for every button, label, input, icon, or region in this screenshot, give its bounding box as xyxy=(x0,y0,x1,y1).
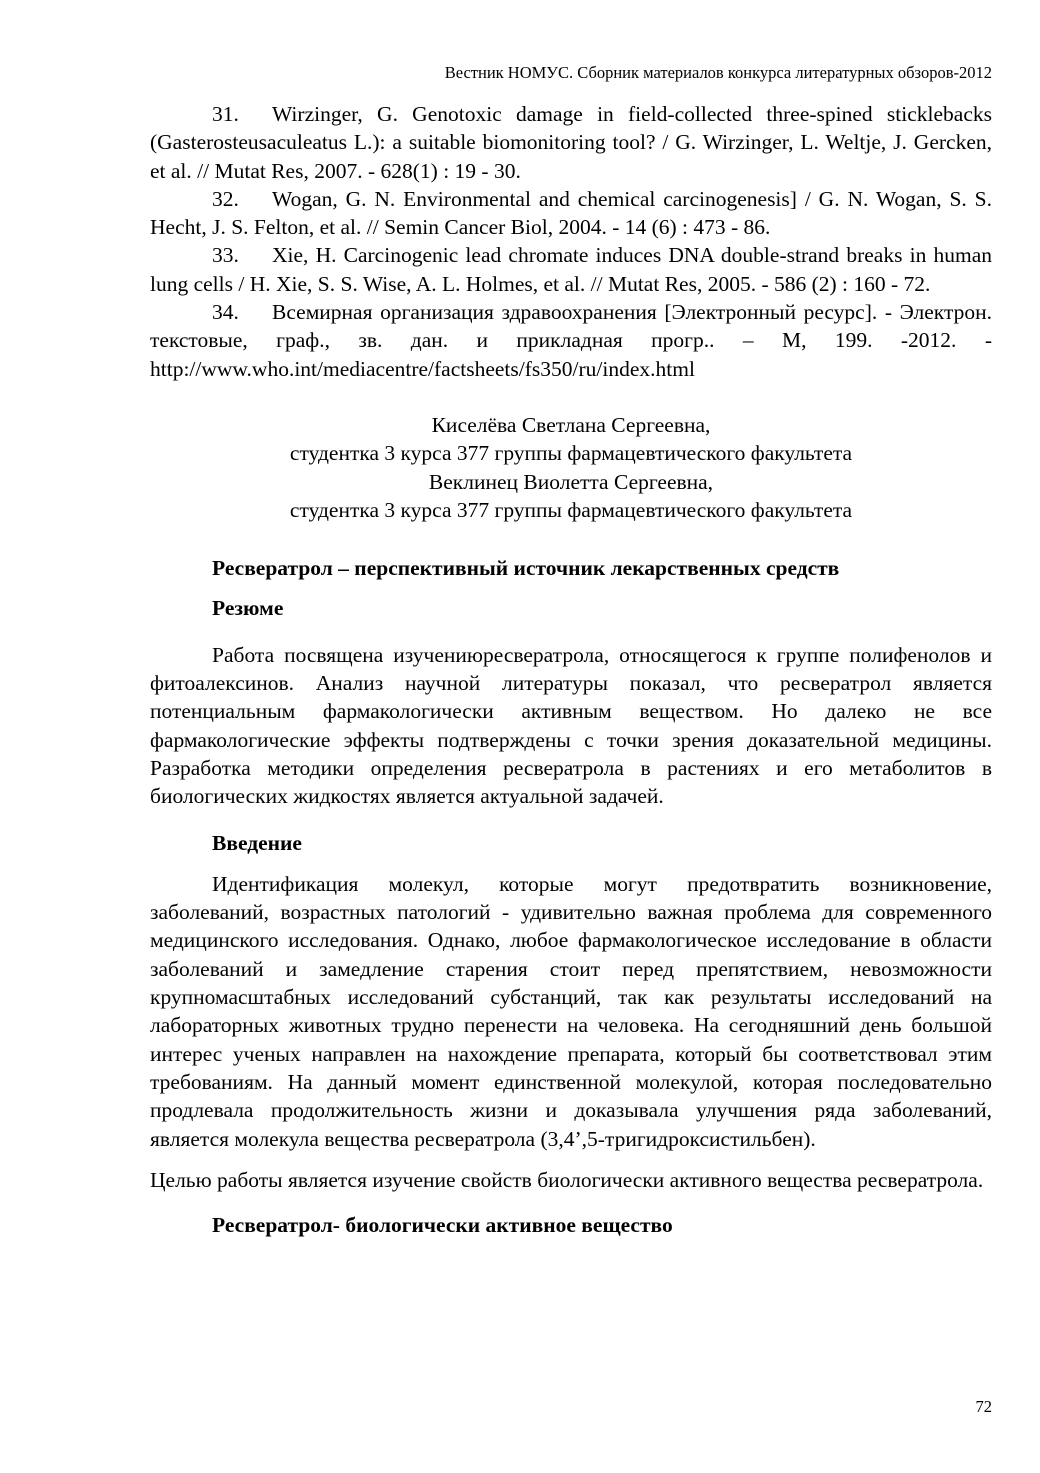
author-affiliation: студентка 3 курса 377 группы фармацевтического факультета xyxy=(289,441,853,466)
reference-number: 32. xyxy=(212,186,239,211)
intro-heading: Введение xyxy=(212,830,302,855)
reference-number: 33. xyxy=(212,243,239,268)
resume-paragraph: Работа посвящена изучениюресвератрола, относящегося к группе полифенолов и фитоалексинов. Анализ научной литературы показал, что ресвератрол является потенциальным фармакологически активным веществом. Но далеко не все фармакологические эффекты подтверждены с точки зрения доказательной медицины. Разработка методики определения ресвератрола в растениях и его метаболитов в биологических жидкостях является актуальной задачей. xyxy=(150,642,992,809)
page-content xyxy=(150,100,992,1239)
reference-number: 31. xyxy=(212,102,239,126)
author-block xyxy=(150,411,992,524)
reference-text: Xie, H. Carcinogenic lead chromate induces DNA double-strand breaks in human lung cells / H. Xie, S. S. Wise, A. L. Holmes, et al. // Mutat Res, 2005. - 586 (2) : 160 - 72. xyxy=(150,243,992,296)
running-header: Вестник НОМУС. Сборник материалов конкурса литературных обзоров-2012 xyxy=(444,63,992,82)
reference-item xyxy=(150,241,992,298)
reference-text: Wirzinger, G. Genotoxic damage in field-collected three-spined sticklebacks (Gasterosteusaculeatus L.): a suitable biomonitoring tool? / G. Wirzinger, L. Weltje, J. Gercken, et al. // Mutat Res, 2007. - 628(1) : 19 - 30. xyxy=(150,102,992,183)
author-name: Веклинец Виолетта Сергеевна, xyxy=(428,469,714,494)
author-affiliation: студентка 3 курса 377 группы фармацевтического факультета xyxy=(289,497,853,522)
reference-number: 34. xyxy=(212,300,239,325)
reference-item xyxy=(150,100,992,185)
page-number: 72 xyxy=(975,1397,992,1416)
intro-paragraph: Идентификация молекул, которые могут предотвратить возникновение, заболеваний, возрастных патологий - удивительно важная проблема для современного медицинского исследования. Однако, любое фармакологическое исследование в области заболеваний и замедление старения стоит перед препятствием, невозможности крупномасштабных исследований субстанций, так как результаты исследований на лабораторных животных трудно перенести на человека. На сегодняшний день большой интерес ученых направлен на нахождение препарата, который бы соответствовал этим требованиям. На данный момент единственной молекулой, которая последовательно продлевала продолжительность жизни и доказывала улучшения ряда заболеваний, является молекула вещества ресвератрола (3,4’,5-тригидроксистильбен). xyxy=(150,871,992,1151)
resume-heading: Резюме xyxy=(212,596,284,621)
reference-text: Всемирная организация здравоохранения [Электронный ресурс]. - Электрон. текстовые, граф., зв. дан. и прикладная прогр.. – М, 199. -2012. - http://www.who.int/mediacentre/factsheets/fs350/ru/index.html xyxy=(150,300,992,381)
reference-text: Wogan, G. N. Environmental and chemical carcinogenesis] / G. N. Wogan, S. S. Hecht, J. S. Felton, et al. // Semin Cancer Biol, 2004. - 14 (6) : 473 - 86. xyxy=(150,186,992,240)
reference-item xyxy=(150,298,992,383)
section-heading: Ресвератрол- биологически активное вещество xyxy=(212,1213,673,1238)
reference-list xyxy=(150,100,992,383)
goal-paragraph: Целью работы является изучение свойств биологически активного вещества ресвератрола. xyxy=(150,1167,984,1192)
reference-item xyxy=(150,185,992,242)
article-title: Ресвератрол – перспективный источник лекарственных средств xyxy=(212,556,840,581)
author-name: Киселёва Светлана Сергеевна, xyxy=(431,412,711,437)
